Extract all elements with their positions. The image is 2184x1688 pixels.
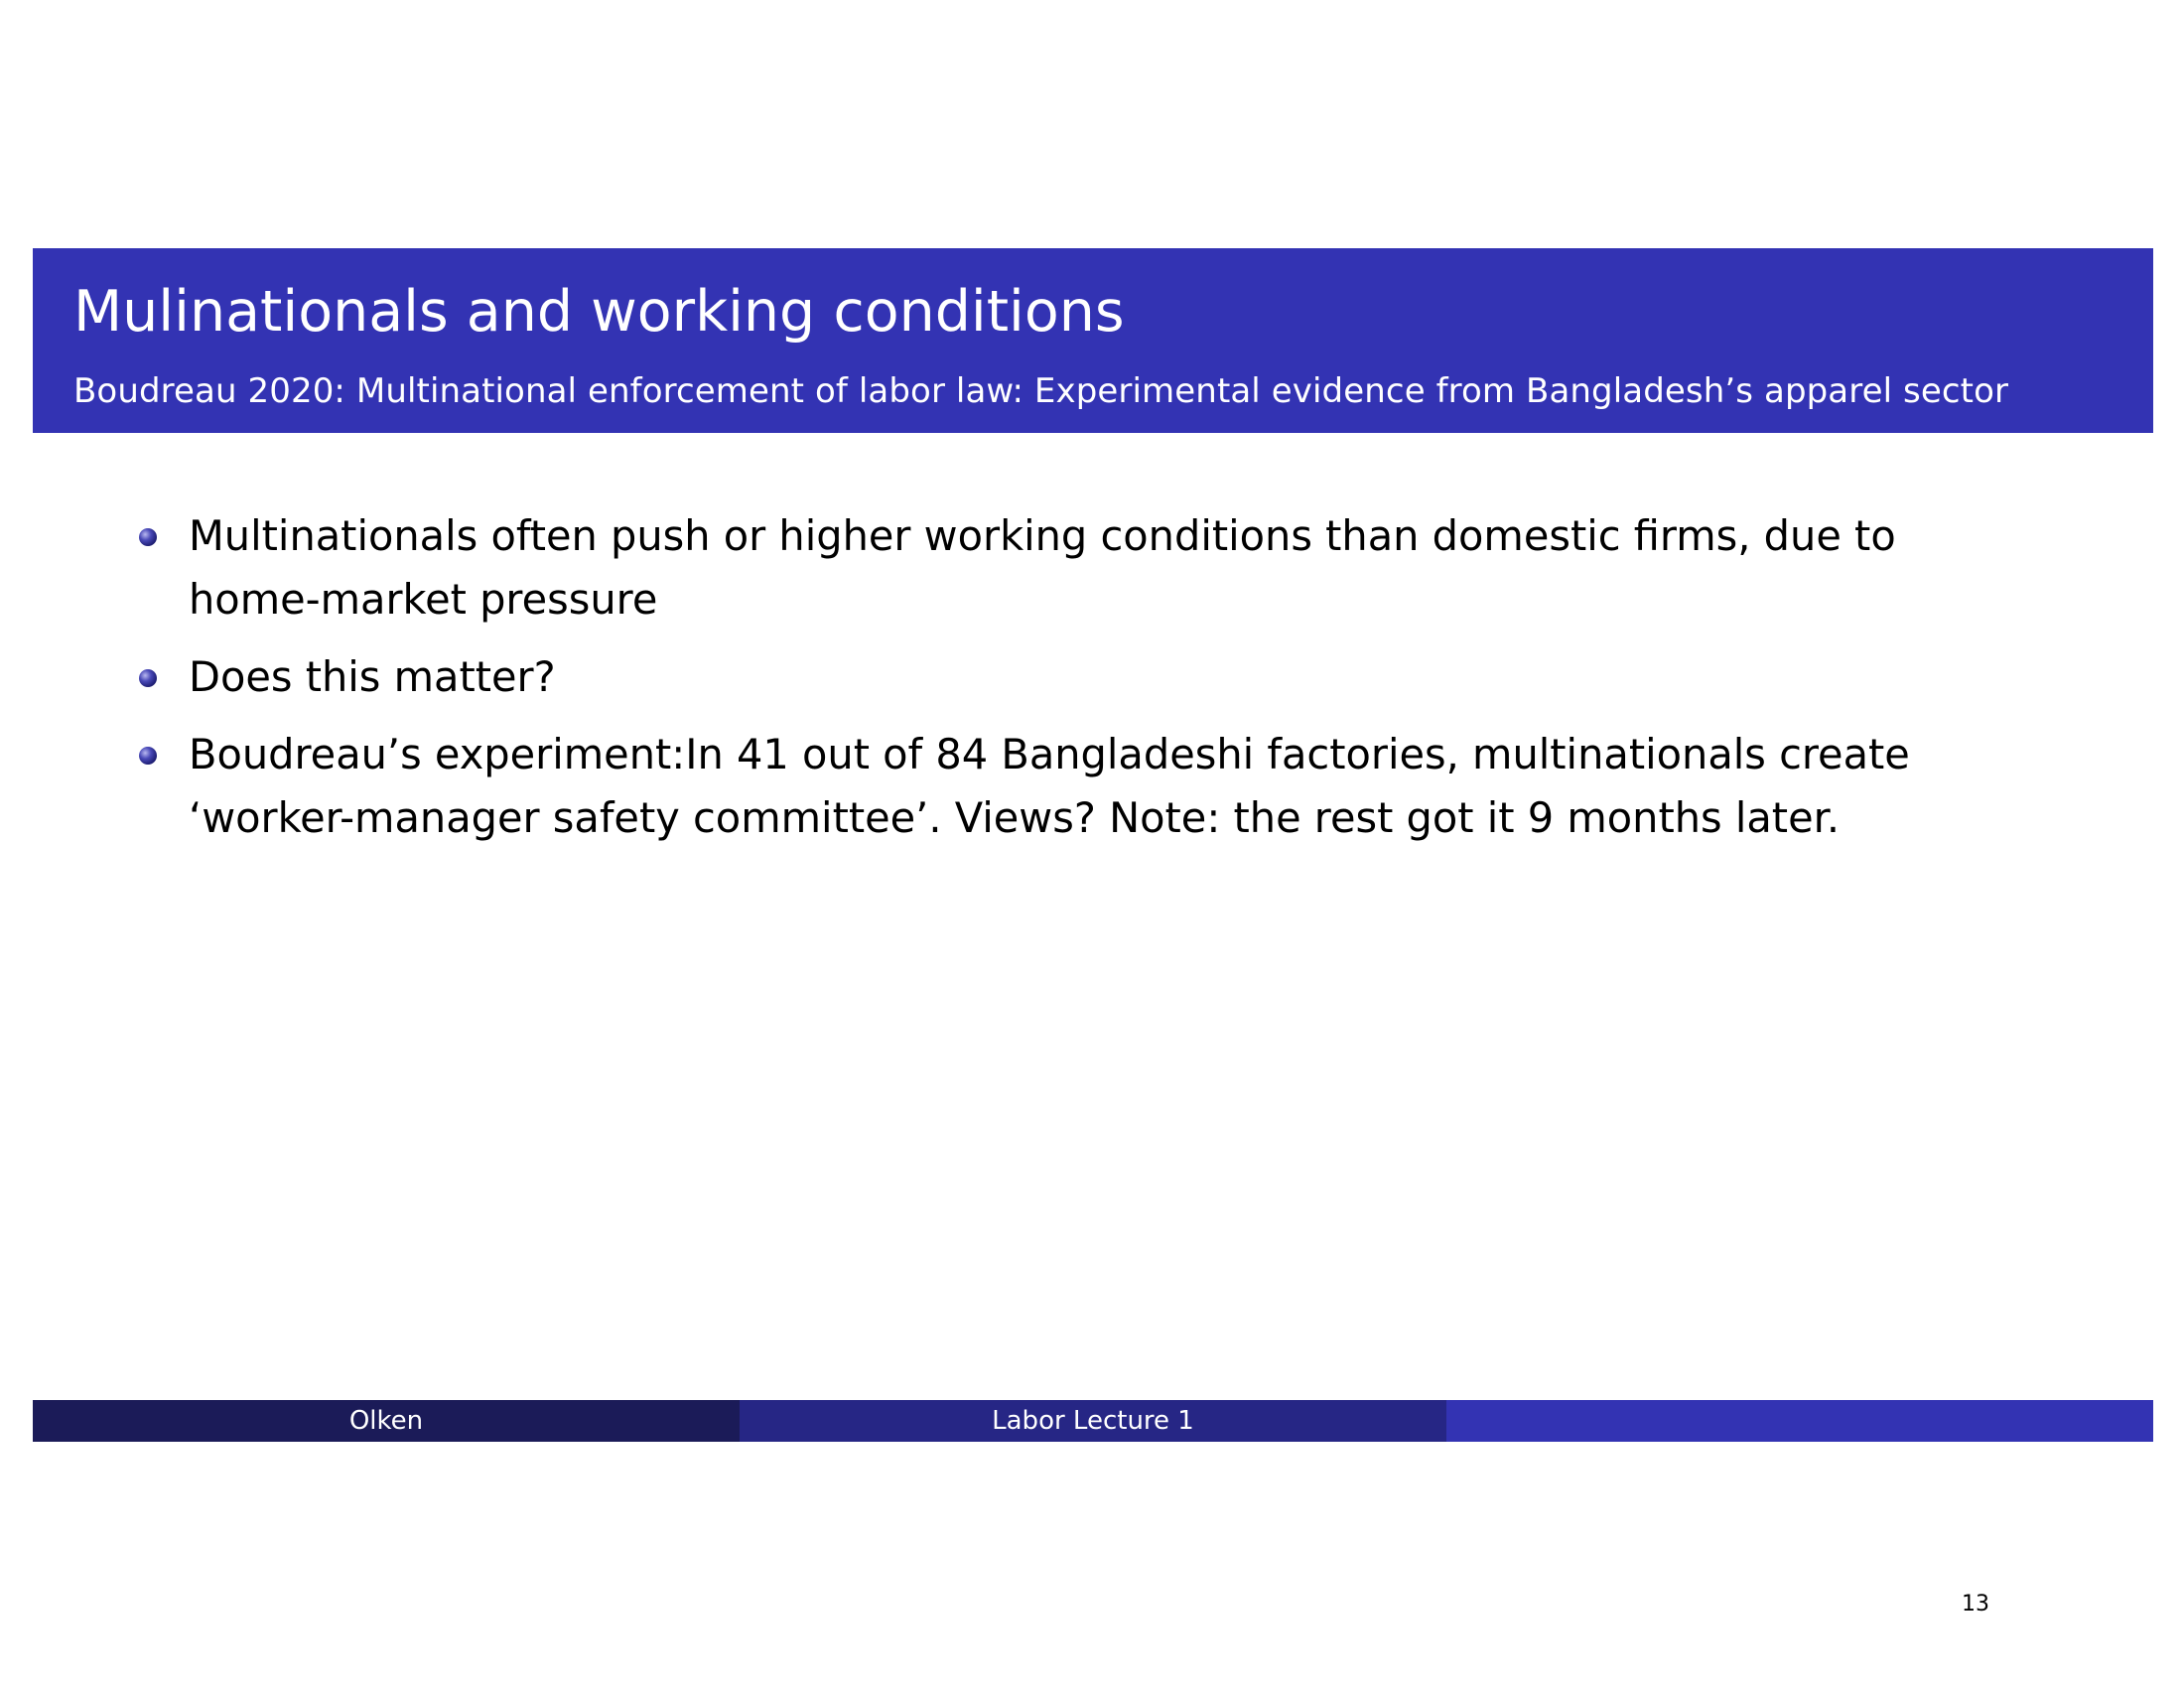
slide-title: Mulinationals and working conditions <box>73 279 1125 345</box>
bullet-list <box>135 504 2021 864</box>
bullet-ball-icon <box>139 528 157 546</box>
slide-header <box>33 248 2153 433</box>
footer-right <box>1446 1400 2153 1442</box>
bullet-text: Multinationals often push or higher working conditions than domestic firms, due to home-market pressure <box>189 511 1896 624</box>
bullet-item <box>135 723 2021 850</box>
bullet-item <box>135 504 2021 632</box>
bullet-ball-icon <box>139 747 157 765</box>
bullet-item <box>135 645 2021 709</box>
page-number: 13 <box>1962 1592 1989 1617</box>
bullet-ball-icon <box>139 669 157 687</box>
footer-lecture: Labor Lecture 1 <box>740 1400 1446 1442</box>
slide-footer <box>33 1400 2153 1442</box>
slide-subtitle: Boudreau 2020: Multinational enforcement of labor law: Experimental evidence from Bangladesh’s apparel sector <box>73 371 2009 411</box>
bullet-text: Does this matter? <box>189 652 556 701</box>
bullet-text: Boudreau’s experiment:In 41 out of 84 Bangladeshi factories, multinationals create ‘worker-manager safety committee’. Views? Note: the rest got it 9 months later. <box>189 730 1910 842</box>
footer-author: Olken <box>33 1400 740 1442</box>
